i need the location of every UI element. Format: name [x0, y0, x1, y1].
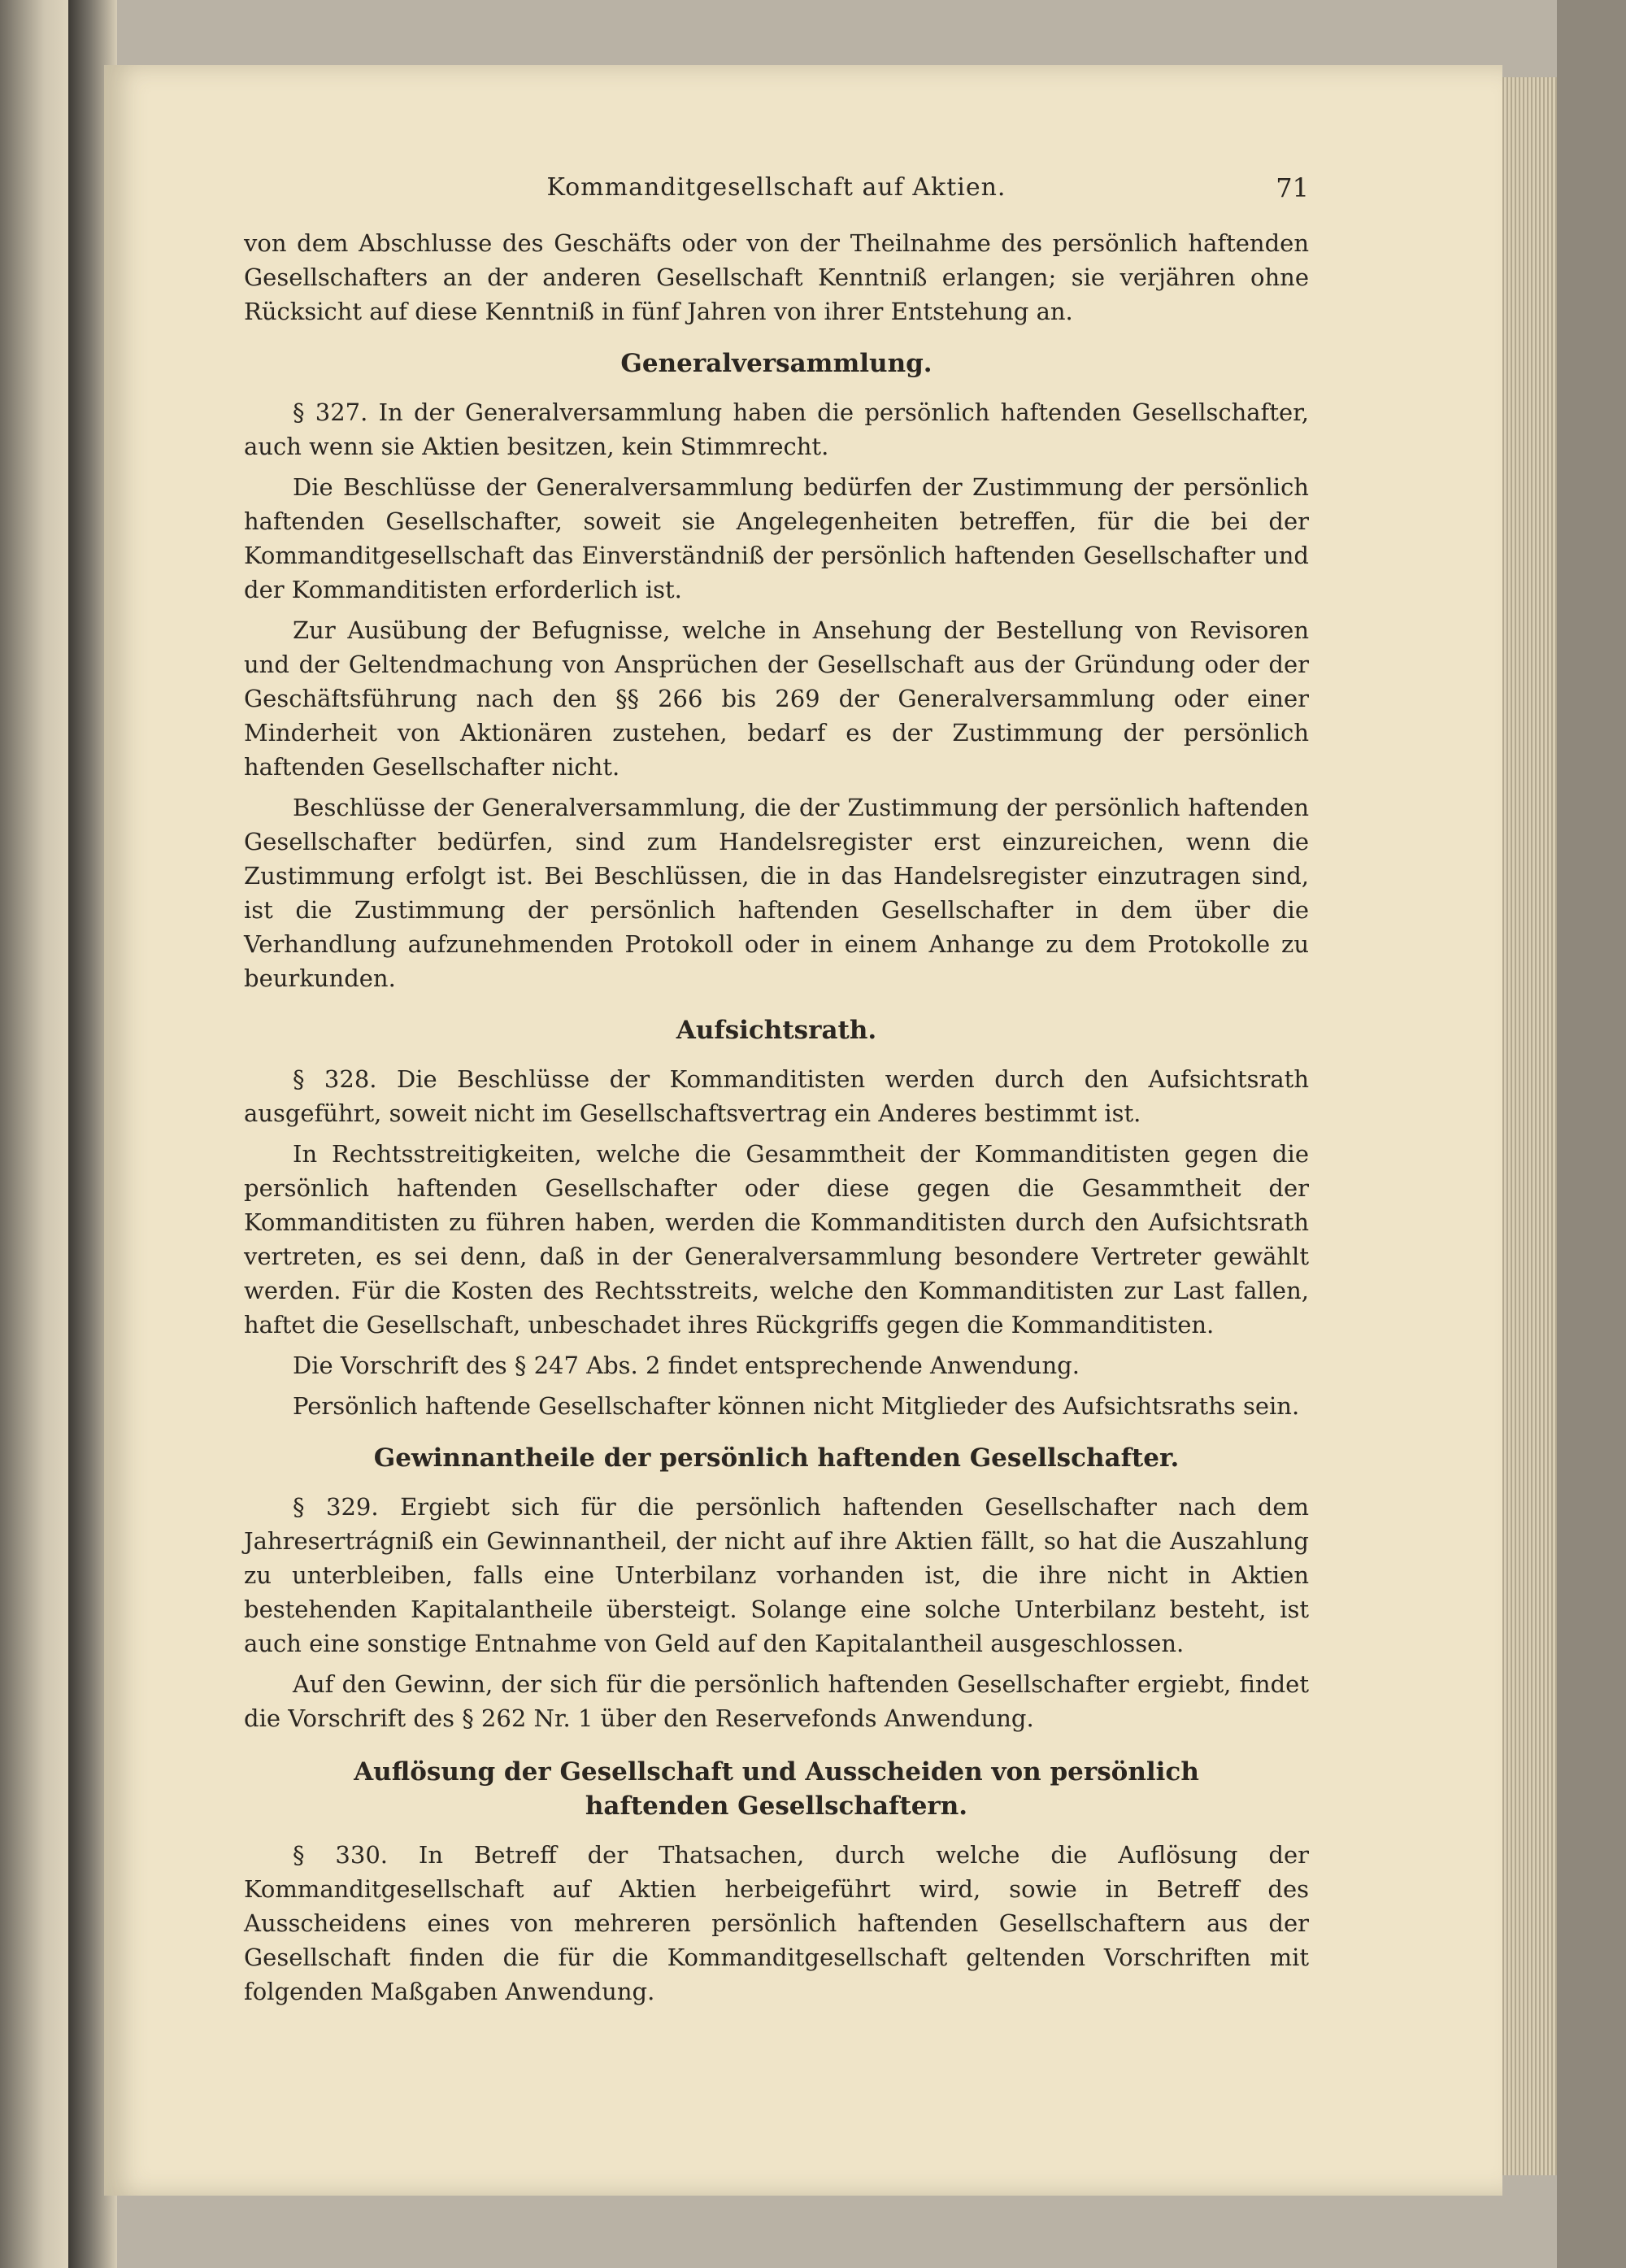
paragraph-330: § 330. In Betreff der Thatsachen, durch welche die Auflösung der Kommanditgesellschaft auf Aktien herbeigeführt wird, sowie in Betreff des Ausscheidens eines von mehreren persönlich haftenden Gesellschaftern aus der Gesellschaft finden die für die Kommanditgesellschaft geltenden Vorschriften mit folgenden Maßgaben Anwendung.	[244, 1841, 1309, 2005]
paragraph-327: § 327. In der Generalversammlung haben die persönlich haftenden Gesellschafter, auch wenn sie Aktien besitzen, kein Stimmrecht.	[244, 398, 1309, 460]
section-heading-aufsichtsrath: Aufsichtsrath.	[676, 1016, 877, 1045]
paragraph: Die Vorschrift des § 247 Abs. 2 findet entsprechende Anwendung.	[293, 1352, 1080, 1379]
paragraph-329: § 329. Ergiebt sich für die persönlich haftenden Gesellschafter nach dem Jahresertrágniß ein Gewinnantheil, der nicht auf ihre Aktien fällt, so hat die Auszahlung zu unterbleiben, falls eine Unterbilanz vorhanden ist, die ihre nicht in Aktien bestehenden Kapitalantheile übersteigt. Solange eine solche Unterbilanz besteht, ist auch eine sonstige Entnahme von Geld auf den Kapitalantheil ausgeschlossen.	[244, 1493, 1309, 1657]
section-heading-aufloesung: Auflösung der Gesellschaft und Ausscheiden von persönlich haftenden Gesellschaftern.	[354, 1757, 1199, 1821]
paragraph: Zur Ausübung der Befugnisse, welche in Ansehung der Bestellung von Revisoren und der Geltendmachung von Ansprüchen der Gesellschaft aus der Gründung oder der Geschäftsführung nach den §§ 266 bis 269 der Generalversammlung oder einer Minderheit von Aktionären zustehen, bedarf es der Zustimmung der persönlich haftenden Gesellschafter nicht.	[244, 616, 1309, 781]
section-heading-generalversammlung: Generalversammlung.	[620, 349, 933, 378]
paragraph: Die Beschlüsse der Generalversammlung bedürfen der Zustimmung der persönlich haftenden Gesellschafter, soweit sie Angelegenheiten betreffen, für die bei der Kommanditgesellschaft das Einverständniß der persönlich haftenden Gesellschafter und der Kommanditisten erforderlich ist.	[244, 473, 1309, 603]
page-number: 71	[1276, 172, 1309, 203]
section-heading-gewinnantheile: Gewinnantheile der persönlich haftenden Gesellschafter.	[373, 1443, 1180, 1473]
paragraph: Auf den Gewinn, der sich für die persönlich haftenden Gesellschafter ergiebt, findet die Vorschrift des § 262 Nr. 1 über den Reservefonds Anwendung.	[244, 1670, 1309, 1732]
paragraph: Beschlüsse der Generalversammlung, die der Zustimmung der persönlich haftenden Gesellschafter bedürfen, sind zum Handelsregister erst einzureichen, wenn die Zustimmung erfolgt ist. Bei Beschlüssen, die in das Handelsregister einzutragen sind, ist die Zustimmung der persönlich haftenden Gesellschafter in dem über die Verhandlung aufzunehmenden Protokoll oder in einem Anhange zu dem Protokolle zu beurkunden.	[244, 794, 1309, 992]
paragraph-continuation: von dem Abschlusse des Geschäfts oder von der Theilnahme des persönlich haftenden Gesellschafters an der anderen Gesellschaft Kenntniß erlangen; sie verjähren ohne Rücksicht auf diese Kenntniß in fünf Jahren von ihrer Entstehung an.	[244, 229, 1309, 325]
running-head	[244, 171, 1309, 216]
paragraph: In Rechtsstreitigkeiten, welche die Gesammtheit der Kommanditisten gegen die persönlich haftenden Gesellschafter oder diese gegen die Gesammtheit der Kommanditisten zu führen haben, werden die Kommanditisten durch den Aufsichtsrath vertreten, es sei denn, daß in der Generalversammlung besondere Vertreter gewählt werden. Für die Kosten des Rechtsstreits, welche den Kommanditisten zur Last fallen, haftet die Gesellschaft, unbeschadet ihres Rückgriffs gegen die Kommanditisten.	[244, 1140, 1309, 1339]
paragraph: Persönlich haftende Gesellschafter können nicht Mitglieder des Aufsichtsraths sein.	[293, 1392, 1300, 1420]
page-text	[244, 171, 1309, 2015]
book-cover-edge	[1557, 0, 1626, 2268]
page-edges	[1496, 77, 1561, 2175]
running-title: Kommanditgesellschaft auf Aktien.	[546, 173, 1006, 202]
paragraph-328: § 328. Die Beschlüsse der Kommanditisten werden durch den Aufsichtsrath ausgeführt, soweit nicht im Gesellschaftsvertrag ein Anderes bestimmt ist.	[244, 1065, 1309, 1127]
